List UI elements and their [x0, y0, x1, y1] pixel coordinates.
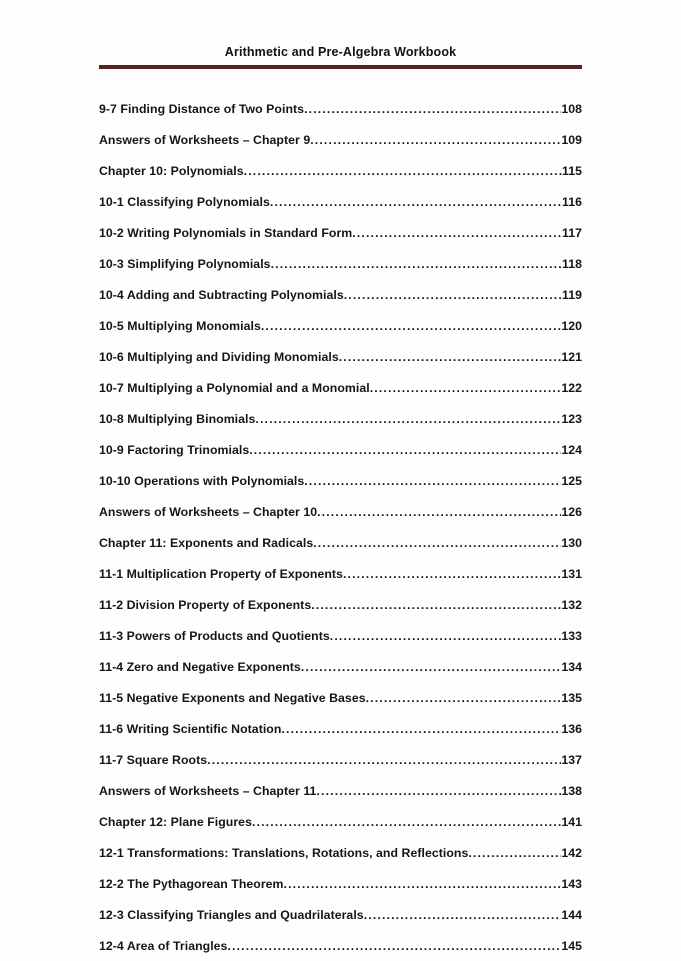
toc-page-number: 121 [561, 350, 582, 364]
toc-entry-title: 11-6 Writing Scientific Notation [99, 722, 282, 736]
toc-entry[interactable] [99, 246, 582, 277]
toc-page-number: 122 [561, 381, 582, 395]
toc-page-number: 142 [561, 846, 582, 860]
toc-entry-title: 12-4 Area of Triangles [99, 939, 228, 953]
toc-page-number: 115 [562, 164, 582, 178]
toc-entry-title: 10-2 Writing Polynomials in Standard Form [99, 226, 353, 240]
toc-entry[interactable] [99, 835, 582, 866]
toc-dot-leader [343, 556, 561, 587]
toc-page-number: 144 [561, 908, 582, 922]
toc-dot-leader [344, 277, 562, 308]
toc-entry-title: 9-7 Finding Distance of Two Points [99, 102, 305, 116]
toc-entry-title: 12-2 The Pythagorean Theorem [99, 877, 284, 891]
toc-page-number: 116 [562, 195, 582, 209]
toc-entry[interactable] [99, 773, 582, 804]
toc-entry[interactable] [99, 742, 582, 773]
toc-entry[interactable] [99, 928, 582, 959]
toc-entry-title: 10-7 Multiplying a Polynomial and a Monomial [99, 381, 370, 395]
toc-entry-title: 11-3 Powers of Products and Quotients [99, 629, 330, 643]
toc-entry[interactable] [99, 184, 582, 215]
toc-page-number: 117 [562, 226, 582, 240]
toc-page-number: 137 [561, 753, 582, 767]
toc-entry[interactable] [99, 277, 582, 308]
toc-dot-leader [252, 804, 561, 835]
toc-entry[interactable] [99, 370, 582, 401]
toc-page-number: 143 [561, 877, 582, 891]
toc-dot-leader [207, 742, 561, 773]
toc-entry-title: 12-3 Classifying Triangles and Quadrilaterals [99, 908, 364, 922]
toc-entry[interactable] [99, 339, 582, 370]
toc-entry[interactable] [99, 649, 582, 680]
toc-entry-title: 11-7 Square Roots [99, 753, 208, 767]
toc-entry[interactable] [99, 804, 582, 835]
toc-entry-title: 12-1 Transformations: Translations, Rotations, and Reflections [99, 846, 469, 860]
toc-page-number: 118 [562, 257, 582, 271]
toc-page-number: 125 [561, 474, 582, 488]
toc-entry[interactable] [99, 308, 582, 339]
toc-entry-title: 10-10 Operations with Polynomials [99, 474, 305, 488]
toc-page-number: 109 [561, 133, 582, 147]
toc-entry[interactable] [99, 711, 582, 742]
toc-page-number: 119 [562, 288, 582, 302]
toc-page-number: 126 [561, 505, 582, 519]
toc-page-number: 136 [561, 722, 582, 736]
toc-entry[interactable] [99, 153, 582, 184]
toc-dot-leader [370, 370, 561, 401]
toc-entry-title: 11-2 Division Property of Exponents [99, 598, 312, 612]
toc-entry-title: Answers of Worksheets – Chapter 11 [99, 784, 317, 798]
toc-page-number: 130 [561, 536, 582, 550]
toc-page-number: 131 [561, 567, 582, 581]
toc-entry-title: 10-5 Multiplying Monomials [99, 319, 261, 333]
toc-dot-leader [339, 339, 561, 370]
toc-page-number: 145 [561, 939, 582, 953]
toc-dot-leader [227, 928, 560, 959]
toc-entry[interactable] [99, 122, 582, 153]
toc-dot-leader [311, 587, 561, 618]
toc-entry[interactable] [99, 401, 582, 432]
toc-dot-leader [261, 308, 561, 339]
toc-dot-leader [301, 649, 561, 680]
toc-dot-leader [330, 618, 561, 649]
toc-entry-title: 11-1 Multiplication Property of Exponents [99, 567, 343, 581]
toc-page-number: 120 [561, 319, 582, 333]
toc-page-number: 132 [561, 598, 582, 612]
toc-dot-leader [255, 401, 560, 432]
toc-dot-leader [366, 680, 561, 711]
toc-entry[interactable] [99, 897, 582, 928]
page-header [99, 44, 582, 69]
book-title: Arithmetic and Pre-Algebra Workbook [224, 45, 457, 59]
toc-entry[interactable] [99, 618, 582, 649]
toc-dot-leader [284, 866, 561, 897]
toc-entry-title: 11-5 Negative Exponents and Negative Bases [99, 691, 366, 705]
toc-entry[interactable] [99, 680, 582, 711]
toc-entry[interactable] [99, 525, 582, 556]
toc-dot-leader [316, 773, 560, 804]
toc-dot-leader [468, 835, 560, 866]
toc-page-number: 124 [561, 443, 582, 457]
toc-dot-leader [313, 525, 561, 556]
toc-page-number: 133 [561, 629, 582, 643]
toc-entry[interactable] [99, 494, 582, 525]
toc-page-number: 138 [561, 784, 582, 798]
toc-entry-title: Chapter 11: Exponents and Radicals [99, 536, 314, 550]
toc-page-number: 108 [561, 102, 582, 116]
toc-entry[interactable] [99, 463, 582, 494]
toc-entry[interactable] [99, 587, 582, 618]
toc-entry-title: 11-4 Zero and Negative Exponents [99, 660, 301, 674]
toc-entry-title: Answers of Worksheets – Chapter 10 [99, 505, 318, 519]
header-divider-rule [99, 65, 582, 69]
toc-page-number: 123 [561, 412, 582, 426]
toc-page-number: 141 [561, 815, 582, 829]
toc-entry[interactable] [99, 556, 582, 587]
toc-dot-leader [281, 711, 560, 742]
toc-dot-leader [304, 463, 561, 494]
toc-dot-leader [244, 153, 562, 184]
toc-entry-title: Chapter 10: Polynomials [99, 164, 244, 178]
toc-entry-title: 10-1 Classifying Polynomials [99, 195, 270, 209]
toc-dot-leader [352, 215, 561, 246]
toc-dot-leader [304, 91, 561, 122]
toc-dot-leader [364, 897, 561, 928]
toc-dot-leader [249, 432, 561, 463]
toc-entry[interactable] [99, 215, 582, 246]
toc-dot-leader [317, 494, 561, 525]
toc-entry-title: 10-3 Simplifying Polynomials [99, 257, 271, 271]
toc-entry-title: 10-6 Multiplying and Dividing Monomials [99, 350, 339, 364]
table-of-contents [99, 91, 582, 959]
toc-dot-leader [270, 184, 562, 215]
toc-entry[interactable] [99, 866, 582, 897]
toc-entry-title: 10-9 Factoring Trinomials [99, 443, 250, 457]
toc-entry-title: Chapter 12: Plane Figures [99, 815, 252, 829]
toc-entry-title: 10-4 Adding and Subtracting Polynomials [99, 288, 344, 302]
toc-entry[interactable] [99, 432, 582, 463]
toc-dot-leader [271, 246, 562, 277]
toc-entry[interactable] [99, 91, 582, 122]
toc-page-number: 135 [561, 691, 582, 705]
toc-entry-title: Answers of Worksheets – Chapter 9 [99, 133, 311, 147]
toc-page-number: 134 [561, 660, 582, 674]
toc-dot-leader [310, 122, 561, 153]
toc-entry-title: 10-8 Multiplying Binomials [99, 412, 256, 426]
